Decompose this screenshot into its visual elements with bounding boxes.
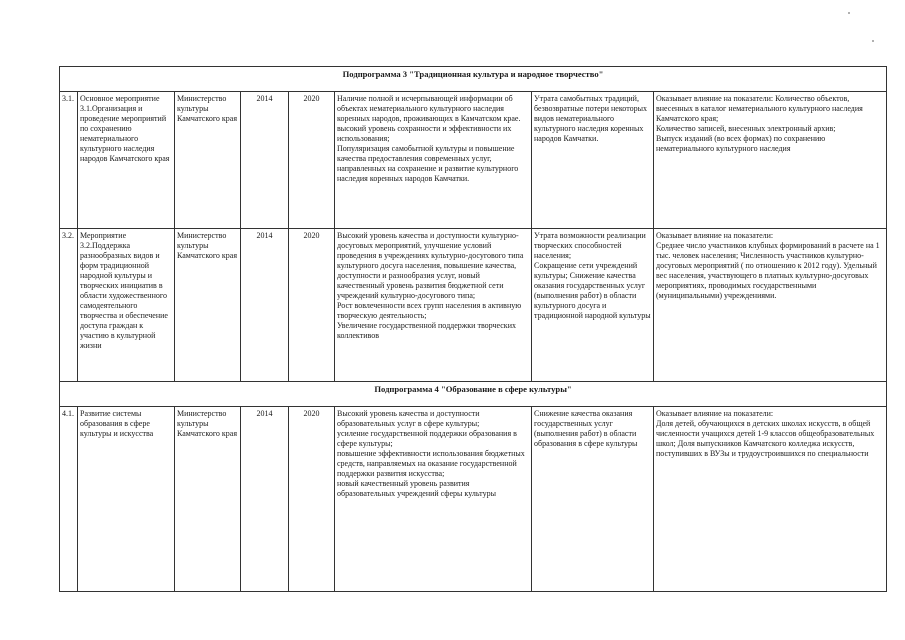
- end-year: 2020: [289, 229, 335, 382]
- expected-result: Наличие полной и исчерпывающей информации об объектах нематериального культурного наследия коренных народов, проживающих в Камчатском крае. высокий уровень сохранности и эффективности их использования; Популяризация самобытной культуры и повышение качества предоставления современных услуг, направленных на сохранение и развитие культурного наследия коренных народов Камчатки.: [335, 92, 532, 229]
- executor: Министерство культуры Камчатского края: [175, 229, 241, 382]
- row-number: 3.1.: [60, 92, 78, 229]
- section-header-row: [60, 67, 887, 92]
- non-implementation-consequences: Утрата самобытных традиций, безвозвратные потери некоторых видов нематериального культурного наследия коренных народов Камчатки.: [532, 92, 654, 229]
- non-implementation-consequences: Снижение качества оказания государственных услуг (выполнения работ) в области образования в сфере культуры: [532, 407, 654, 592]
- program-activities-table: [59, 66, 887, 592]
- row-number: 3.2.: [60, 229, 78, 382]
- start-year: 2014: [241, 229, 289, 382]
- section-title: Подпрограмма 4 "Образование в сфере культуры": [60, 382, 887, 407]
- end-year: 2020: [289, 92, 335, 229]
- start-year: 2014: [241, 92, 289, 229]
- activity-name: Развитие системы образования в сфере культуры и искусства: [78, 407, 175, 592]
- expected-result: Высокий уровень качества и доступности образовательных услуг в сфере культуры; усиление государственной поддержки образования в сфере культуры; повышение эффективности использования бюджетных средств, направляемых на оказание государственной поддержки развития искусства; новый качественный уровень развития образовательных учреждений сферы культуры: [335, 407, 532, 592]
- scan-speck: [872, 40, 874, 42]
- table-row: [60, 229, 887, 382]
- table-row: [60, 92, 887, 229]
- executor: Министерство культуры Камчатского края: [175, 407, 241, 592]
- indicator-link: Оказывает влияние на показатели: Доля детей, обучающихся в детских школах искусств, в общей численности учащихся детей 1-9 классов общеобразовательных школ; Доля выпускников Камчатского колледжа искусств, поступивших в ВУЗы и трудоустроившихся по специальности: [654, 407, 887, 592]
- indicator-link: Оказывает влияние на показатели: Количество объектов, внесенных в каталог нематериального культурного наследия Камчатского края; Количество записей, внесенных электронный архив; Выпуск изданий (во всех формах) по сохранению нематериального культурного наследия: [654, 92, 887, 229]
- activity-name: Мероприятие 3.2.Поддержка разнообразных видов и форм традиционной народной культуры и творческих инициатив в области художественного самодеятельного творчества и обеспечение доступа граждан к участию в культурной жизни: [78, 229, 175, 382]
- end-year: 2020: [289, 407, 335, 592]
- activity-name: Основное мероприятие 3.1.Организация и проведение мероприятий по сохранению нематериального культурного наследия народов Камчатского края: [78, 92, 175, 229]
- start-year: 2014: [241, 407, 289, 592]
- executor: Министерство культуры Камчатского края: [175, 92, 241, 229]
- non-implementation-consequences: Утрата возможности реализации творческих способностей населения; Сокращение сети учреждений культуры; Снижение качества оказания государственных услуг (выполнения работ) в области культурного досуга и традиционной народной культуры: [532, 229, 654, 382]
- scan-speck: [848, 12, 850, 14]
- indicator-link: Оказывает влияние на показатели: Среднее число участников клубных формирований в расчете на 1 тыс. человек населения; Численность участников культурно-досуговых мероприятий ( по отношению к 2012 году). Удельный вес населения, участвующего в платных культурно-досуговых мероприятиях, проводимых государственными (муниципальными) учреждениями.: [654, 229, 887, 382]
- section-title: Подпрограмма 3 "Традиционная культура и народное творчество": [60, 67, 887, 92]
- table-row: [60, 407, 887, 592]
- expected-result: Высокий уровень качества и доступности культурно-досуговых мероприятий, улучшение условий проведения в учреждениях культурно-досугового типа культурного досуга населения, повышение качества, доступности и разнообразия услуг, новый качественный уровень развития бюджетной сети учреждений культурно-досугового типа; Рост вовлеченности всех групп населения в активную творческую деятельность; Увеличение государственной поддержки творческих коллективов: [335, 229, 532, 382]
- section-header-row: [60, 382, 887, 407]
- row-number: 4.1.: [60, 407, 78, 592]
